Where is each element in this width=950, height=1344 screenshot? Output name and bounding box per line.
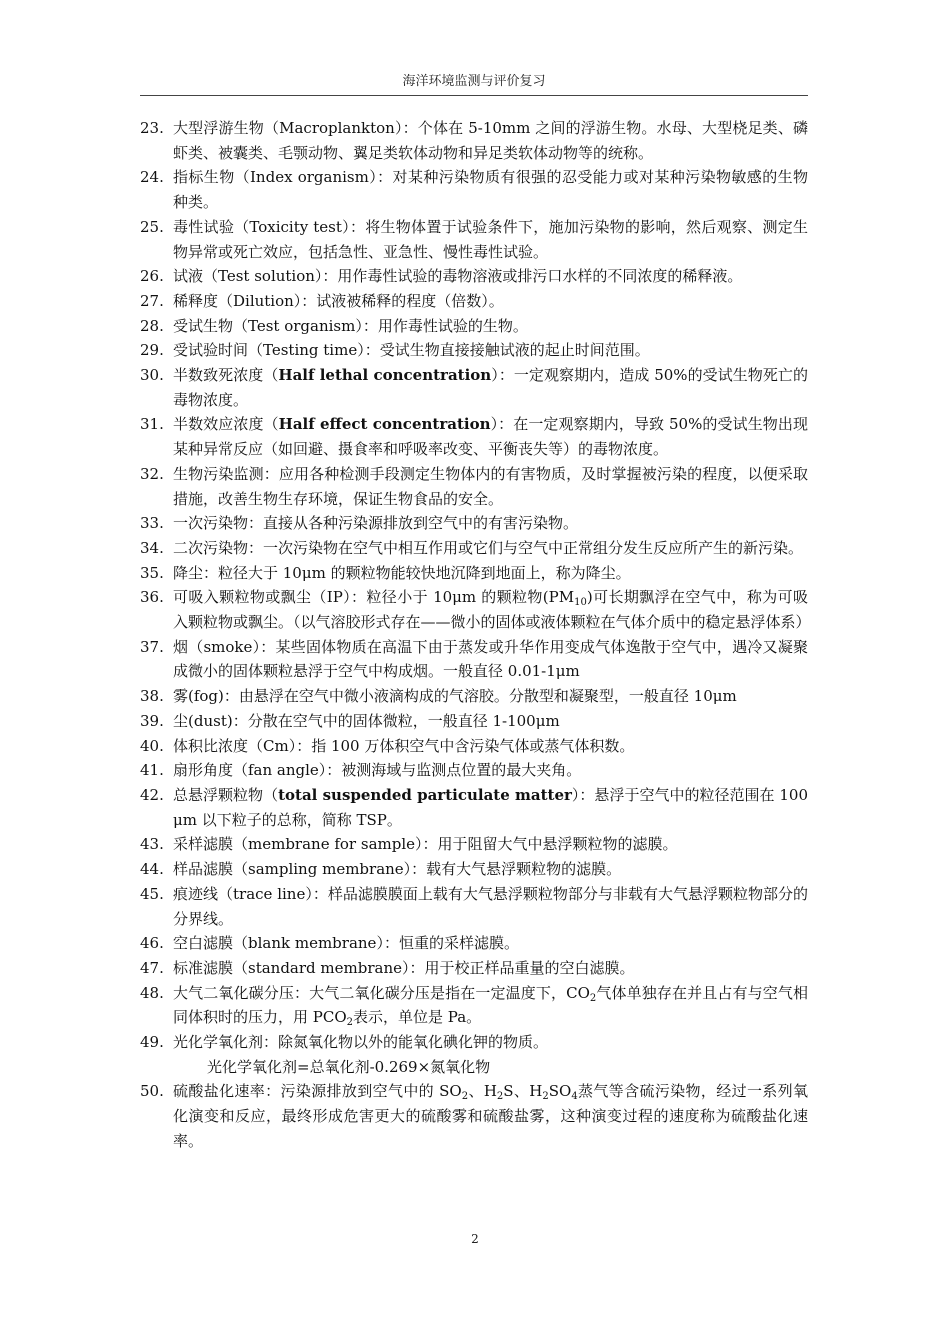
item-number: 38. xyxy=(140,687,164,706)
item-text: 样品滤膜（sampling membrane）：载有大气悬浮颗粒物的滤膜。 xyxy=(173,860,622,879)
item-text: 痕迹线（trace line）：样品滤膜膜面上载有大气悬浮颗粒物部分与非载有大气悬浮颗粒物部分的分界线。 xyxy=(173,884,808,928)
item-text: ）：在一定观察期内，导致 50%的受试生物出现某种异常反应（如回避、摄食率和呼吸率改变、平衡丧失等）的毒物浓度。 xyxy=(173,415,808,459)
item-text: 蒸气等含硫污染物，经过一系列氧化演变和反应，最终形成危害更大的硫酸雾和硫酸盐雾，这种演变过程的速度称为硫酸盐化速率。 xyxy=(173,1082,809,1150)
list-item-46 xyxy=(140,931,808,956)
list-item-33 xyxy=(140,511,808,536)
list-item-49 xyxy=(140,1030,808,1055)
list-item-48 xyxy=(140,981,808,1030)
item-number: 48. xyxy=(140,983,164,1002)
item-text: 受试生物（Test organism）：用作毒性试验的生物。 xyxy=(173,316,528,335)
list-item-25 xyxy=(140,215,808,264)
item-number: 36. xyxy=(140,588,164,607)
item-text: 大气二氧化碳分压：大气二氧化碳分压是指在一定温度下，CO xyxy=(173,983,590,1002)
item-number: 44. xyxy=(140,860,164,879)
item-number: 47. xyxy=(140,958,164,977)
subscript: 4 xyxy=(571,1091,578,1103)
item-number: 39. xyxy=(140,711,164,730)
subscript: 2 xyxy=(461,1091,469,1103)
item-text: 受试验时间（Testing time）：受试生物直接接触试液的起止时间范围。 xyxy=(173,341,650,360)
item-text: 指标生物（Index organism）：对某种污染物质有很强的忍受能力或对某种污染物敏感的生物种类。 xyxy=(173,168,808,212)
subscript: 2 xyxy=(589,992,597,1004)
list-item-42 xyxy=(140,783,808,832)
item-number: 34. xyxy=(140,538,164,557)
item-number: 35. xyxy=(140,563,164,582)
item-number: 49. xyxy=(140,1033,164,1052)
item-text: 雾(fog)：由悬浮在空气中微小液滴构成的气溶胶。分散型和凝聚型，一般直径 10μm xyxy=(173,687,737,706)
list-item-36 xyxy=(140,585,811,634)
item-text: )可长期飘浮在空气中，称为可吸入颗粒物或飘尘。（以气溶胶形式存在——微小的固体或液体颗粒在气体介质中的稳定悬浮体系） xyxy=(173,588,811,632)
item-text: 生物污染监测：应用各种检测手段测定生物体内的有害物质，及时掌握被污染的程度，以便采取措施，改善生物生存环境，保证生物食品的安全。 xyxy=(173,464,808,508)
item-text: 标准滤膜（standard membrane）：用于校正样品重量的空白滤膜。 xyxy=(173,958,635,977)
item-text: ）：悬浮于空气中的粒径范围在 100μm 以下粒子的总称，简称 TSP。 xyxy=(173,785,808,829)
item-text: SO xyxy=(548,1082,572,1101)
subscript: 2 xyxy=(496,1091,504,1103)
item-text: 一次污染物：直接从各种污染源排放到空气中的有害污染物。 xyxy=(173,514,579,533)
item-text: 半数效应浓度（ xyxy=(173,415,279,434)
item-number: 33. xyxy=(140,514,164,533)
list-item-43 xyxy=(140,832,808,857)
item-text: 总悬浮颗粒物（ xyxy=(173,785,279,804)
item-number: 23. xyxy=(140,119,164,137)
item-number: 41. xyxy=(140,761,164,780)
item-number: 32. xyxy=(140,464,164,483)
list-item-44 xyxy=(140,857,808,882)
item-number: 37. xyxy=(140,637,164,656)
item-text: 硫酸盐化速率：污染源排放到空气中的 SO xyxy=(173,1082,462,1101)
item-number: 25. xyxy=(140,217,164,236)
item-number: 27. xyxy=(140,291,164,310)
item-text: 大型浮游生物（Macroplankton）：个体在 5-10mm 之间的浮游生物。水母、大型桡足类、磷虾类、被囊类、毛颚动物、翼足类软体动物和异足类软体动物等的统称。 xyxy=(173,119,808,162)
item-text: S、H xyxy=(503,1082,543,1101)
list-item-47 xyxy=(140,956,808,981)
subscript: 2 xyxy=(346,1017,354,1029)
item-text: 采样滤膜（membrane for sample）：用于阻留大气中悬浮颗粒物的滤膜。 xyxy=(173,835,678,854)
item-text: 半数致死浓度（ xyxy=(173,366,279,385)
item-number: 43. xyxy=(140,835,164,854)
list-item-27 xyxy=(140,289,808,314)
list-item-34 xyxy=(140,536,808,561)
page-number: 2 xyxy=(471,1232,479,1246)
item-number: 24. xyxy=(140,168,164,187)
item-number: 29. xyxy=(140,341,164,360)
list-item-38 xyxy=(140,684,808,709)
list-item-37 xyxy=(140,635,808,684)
list-item-23 xyxy=(140,116,808,165)
list-item-26 xyxy=(140,264,808,289)
item-text: 气体单独存在并且占有与空气相同体积时的压力，用 PCO xyxy=(173,983,808,1027)
list-item-45 xyxy=(140,882,808,931)
item-number: 42. xyxy=(140,785,164,804)
definition-list xyxy=(140,116,811,1154)
item-text: 、H xyxy=(468,1082,497,1101)
list-item-31 xyxy=(140,412,808,461)
list-item-50 xyxy=(140,1079,808,1153)
item-text: 体积比浓度（Cm）：指 100 万体积空气中含污染气体或蒸气体积数。 xyxy=(173,736,635,755)
list-item-28 xyxy=(140,314,808,339)
list-item-30 xyxy=(140,363,808,412)
item-text: 试液（Test solution）：用作毒性试验的毒物溶液或排污口水样的不同浓度的稀释液。 xyxy=(173,267,743,286)
item-number: 26. xyxy=(140,267,164,286)
list-item-29 xyxy=(140,338,808,363)
item-text: 烟（smoke）：某些固体物质在高温下由于蒸发或升华作用变成气体逸散于空气中，遇冷又凝聚成微小的固体颗粒悬浮于空气中构成烟。一般直径 0.01-1μm xyxy=(173,637,808,681)
item-text: 表示，单位是 Pa。 xyxy=(353,1008,482,1027)
page-header: 海洋环境监测与评价复习 xyxy=(140,70,808,96)
item-number: 50. xyxy=(140,1082,164,1101)
subscript: 2 xyxy=(542,1091,549,1103)
list-item-41 xyxy=(140,758,808,783)
item-text: ）：一定观察期内，造成 50%的受试生物死亡的毒物浓度。 xyxy=(173,366,808,409)
item-number: 40. xyxy=(140,736,164,755)
item-number: 30. xyxy=(140,366,164,385)
item-text: 二次污染物：一次污染物在空气中相互作用或它们与空气中正常组分发生反应所产生的新污染。 xyxy=(173,538,804,557)
subscript: 10 xyxy=(574,597,587,609)
list-item-24 xyxy=(140,165,808,214)
item-text: 尘(dust)：分散在空气中的固体微粒，一般直径 1-100μm xyxy=(173,711,560,730)
item-term-english: Half lethal concentration xyxy=(278,366,492,385)
list-item-39 xyxy=(140,709,808,734)
item-term-english: total suspended particulate matter xyxy=(278,785,572,804)
list-item-40 xyxy=(140,734,808,759)
item-text: 毒性试验（Toxicity test）：将生物体置于试验条件下，施加污染物的影响，然后观察、测定生物异常或死亡效应，包括急性、亚急性、慢性毒性试验。 xyxy=(173,217,808,261)
list-item-32 xyxy=(140,462,808,511)
item-number: 45. xyxy=(140,884,164,903)
item-number: 28. xyxy=(140,316,164,335)
item-text: 光化学氧化剂：除氮氧化物以外的能氧化碘化钾的物质。 xyxy=(173,1033,549,1052)
item-number: 46. xyxy=(140,934,164,953)
item-text: 扇形角度（fan angle）：被测海域与监测点位置的最大夹角。 xyxy=(173,761,582,780)
formula: 光化学氧化剂=总氧化剂-0.269×氮氧化物 xyxy=(207,1057,491,1076)
item-term-english: Half effect concentration xyxy=(278,415,491,434)
item-text: 可吸入颗粒物或飘尘（IP）：粒径小于 10μm 的颗粒物(PM xyxy=(173,588,575,607)
item-text: 空白滤膜（blank membrane）：恒重的采样滤膜。 xyxy=(173,934,519,953)
item-number: 31. xyxy=(140,415,164,434)
list-item-35 xyxy=(140,561,808,586)
item-text: 稀释度（Dilution）：试液被稀释的程度（倍数）。 xyxy=(173,291,504,310)
item-text: 降尘：粒径大于 10μm 的颗粒物能较快地沉降到地面上，称为降尘。 xyxy=(173,563,631,582)
